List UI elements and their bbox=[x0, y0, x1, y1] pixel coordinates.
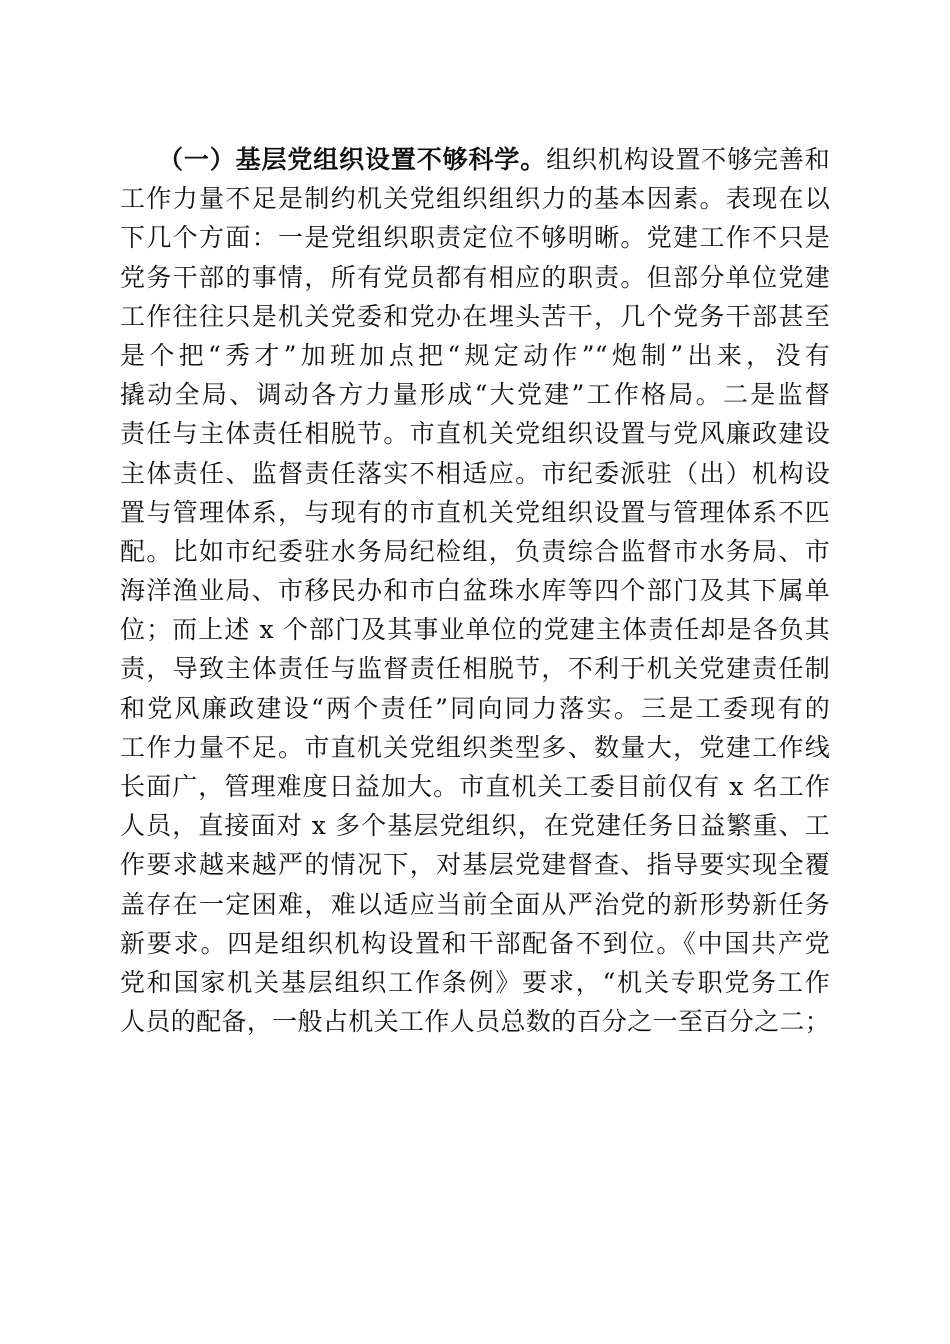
paragraph-line-19: 作要求越来越严的情况下，对基层党建督查、指导要实现全覆 bbox=[120, 850, 830, 880]
document-body bbox=[120, 140, 830, 1041]
paragraph-line-13: 位；而上述 x 个部门及其事业单位的党建主体责任却是各负其 bbox=[120, 615, 830, 645]
paragraph-line-9: 主体责任、监督责任落实不相适应。市纪委派驻（出）机构设 bbox=[120, 458, 830, 488]
paragraph-line-7: 撬动全局、调动各方力量形成“大党建”工作格局。二是监督 bbox=[120, 380, 830, 410]
paragraph-line-21: 新要求。四是组织机构设置和干部配备不到位。《中国共产党 bbox=[120, 928, 830, 958]
paragraph-line-23: 人员的配备，一般占机关工作人员总数的百分之一至百分之二； bbox=[120, 1007, 830, 1037]
paragraph-line-17: 长面广，管理难度日益加大。市直机关工委目前仅有 x 名工作 bbox=[120, 772, 830, 801]
paragraph-line-11: 配。比如市纪委驻水务局纪检组，负责综合监督市水务局、市 bbox=[120, 536, 830, 566]
paragraph-line-5: 工作往往只是机关党委和党办在埋头苦干，几个党务干部甚至 bbox=[120, 301, 830, 331]
paragraph-line-18: 人员，直接面对 x 多个基层党组织，在党建任务日益繁重、工 bbox=[120, 811, 830, 841]
paragraph-line-10: 置与管理体系，与现有的市直机关党组织设置与管理体系不匹 bbox=[120, 497, 830, 527]
paragraph-text: 组织机构设置不够完善和 bbox=[546, 145, 830, 174]
paragraph-line-14: 责，导致主体责任与监督责任相脱节，不利于机关党建责任制 bbox=[120, 654, 830, 684]
paragraph-line-8: 责任与主体责任相脱节。市直机关党组织设置与党风廉政建设 bbox=[120, 419, 830, 449]
paragraph-line-12: 海洋渔业局、市移民办和市白盆珠水库等四个部门及其下属单 bbox=[120, 576, 830, 606]
paragraph-line-22: 党和国家机关基层组织工作条例》要求，“机关专职党务工作 bbox=[120, 967, 830, 997]
paragraph-line-4: 党务干部的事情，所有党员都有相应的职责。但部分单位党建 bbox=[120, 262, 830, 292]
paragraph-line-6: 是个把“秀才”加班加点把“规定动作”“炮制”出来，没有 bbox=[120, 340, 830, 370]
paragraph-line-3: 下几个方面：一是党组织职责定位不够明晰。党建工作不只是 bbox=[120, 223, 830, 253]
paragraph-line-16: 工作力量不足。市直机关党组织类型多、数量大，党建工作线 bbox=[120, 732, 830, 762]
paragraph-line-1 bbox=[120, 140, 830, 179]
paragraph-line-2: 工作力量不足是制约机关党组织组织力的基本因素。表现在以 bbox=[120, 184, 830, 214]
section-heading: （一）基层党组织设置不够科学。 bbox=[158, 145, 547, 174]
paragraph-line-20: 盖存在一定困难，难以适应当前全面从严治党的新形势新任务 bbox=[120, 889, 830, 919]
paragraph-line-15: 和党风廉政建设“两个责任”同向同力落实。三是工委现有的 bbox=[120, 693, 830, 723]
